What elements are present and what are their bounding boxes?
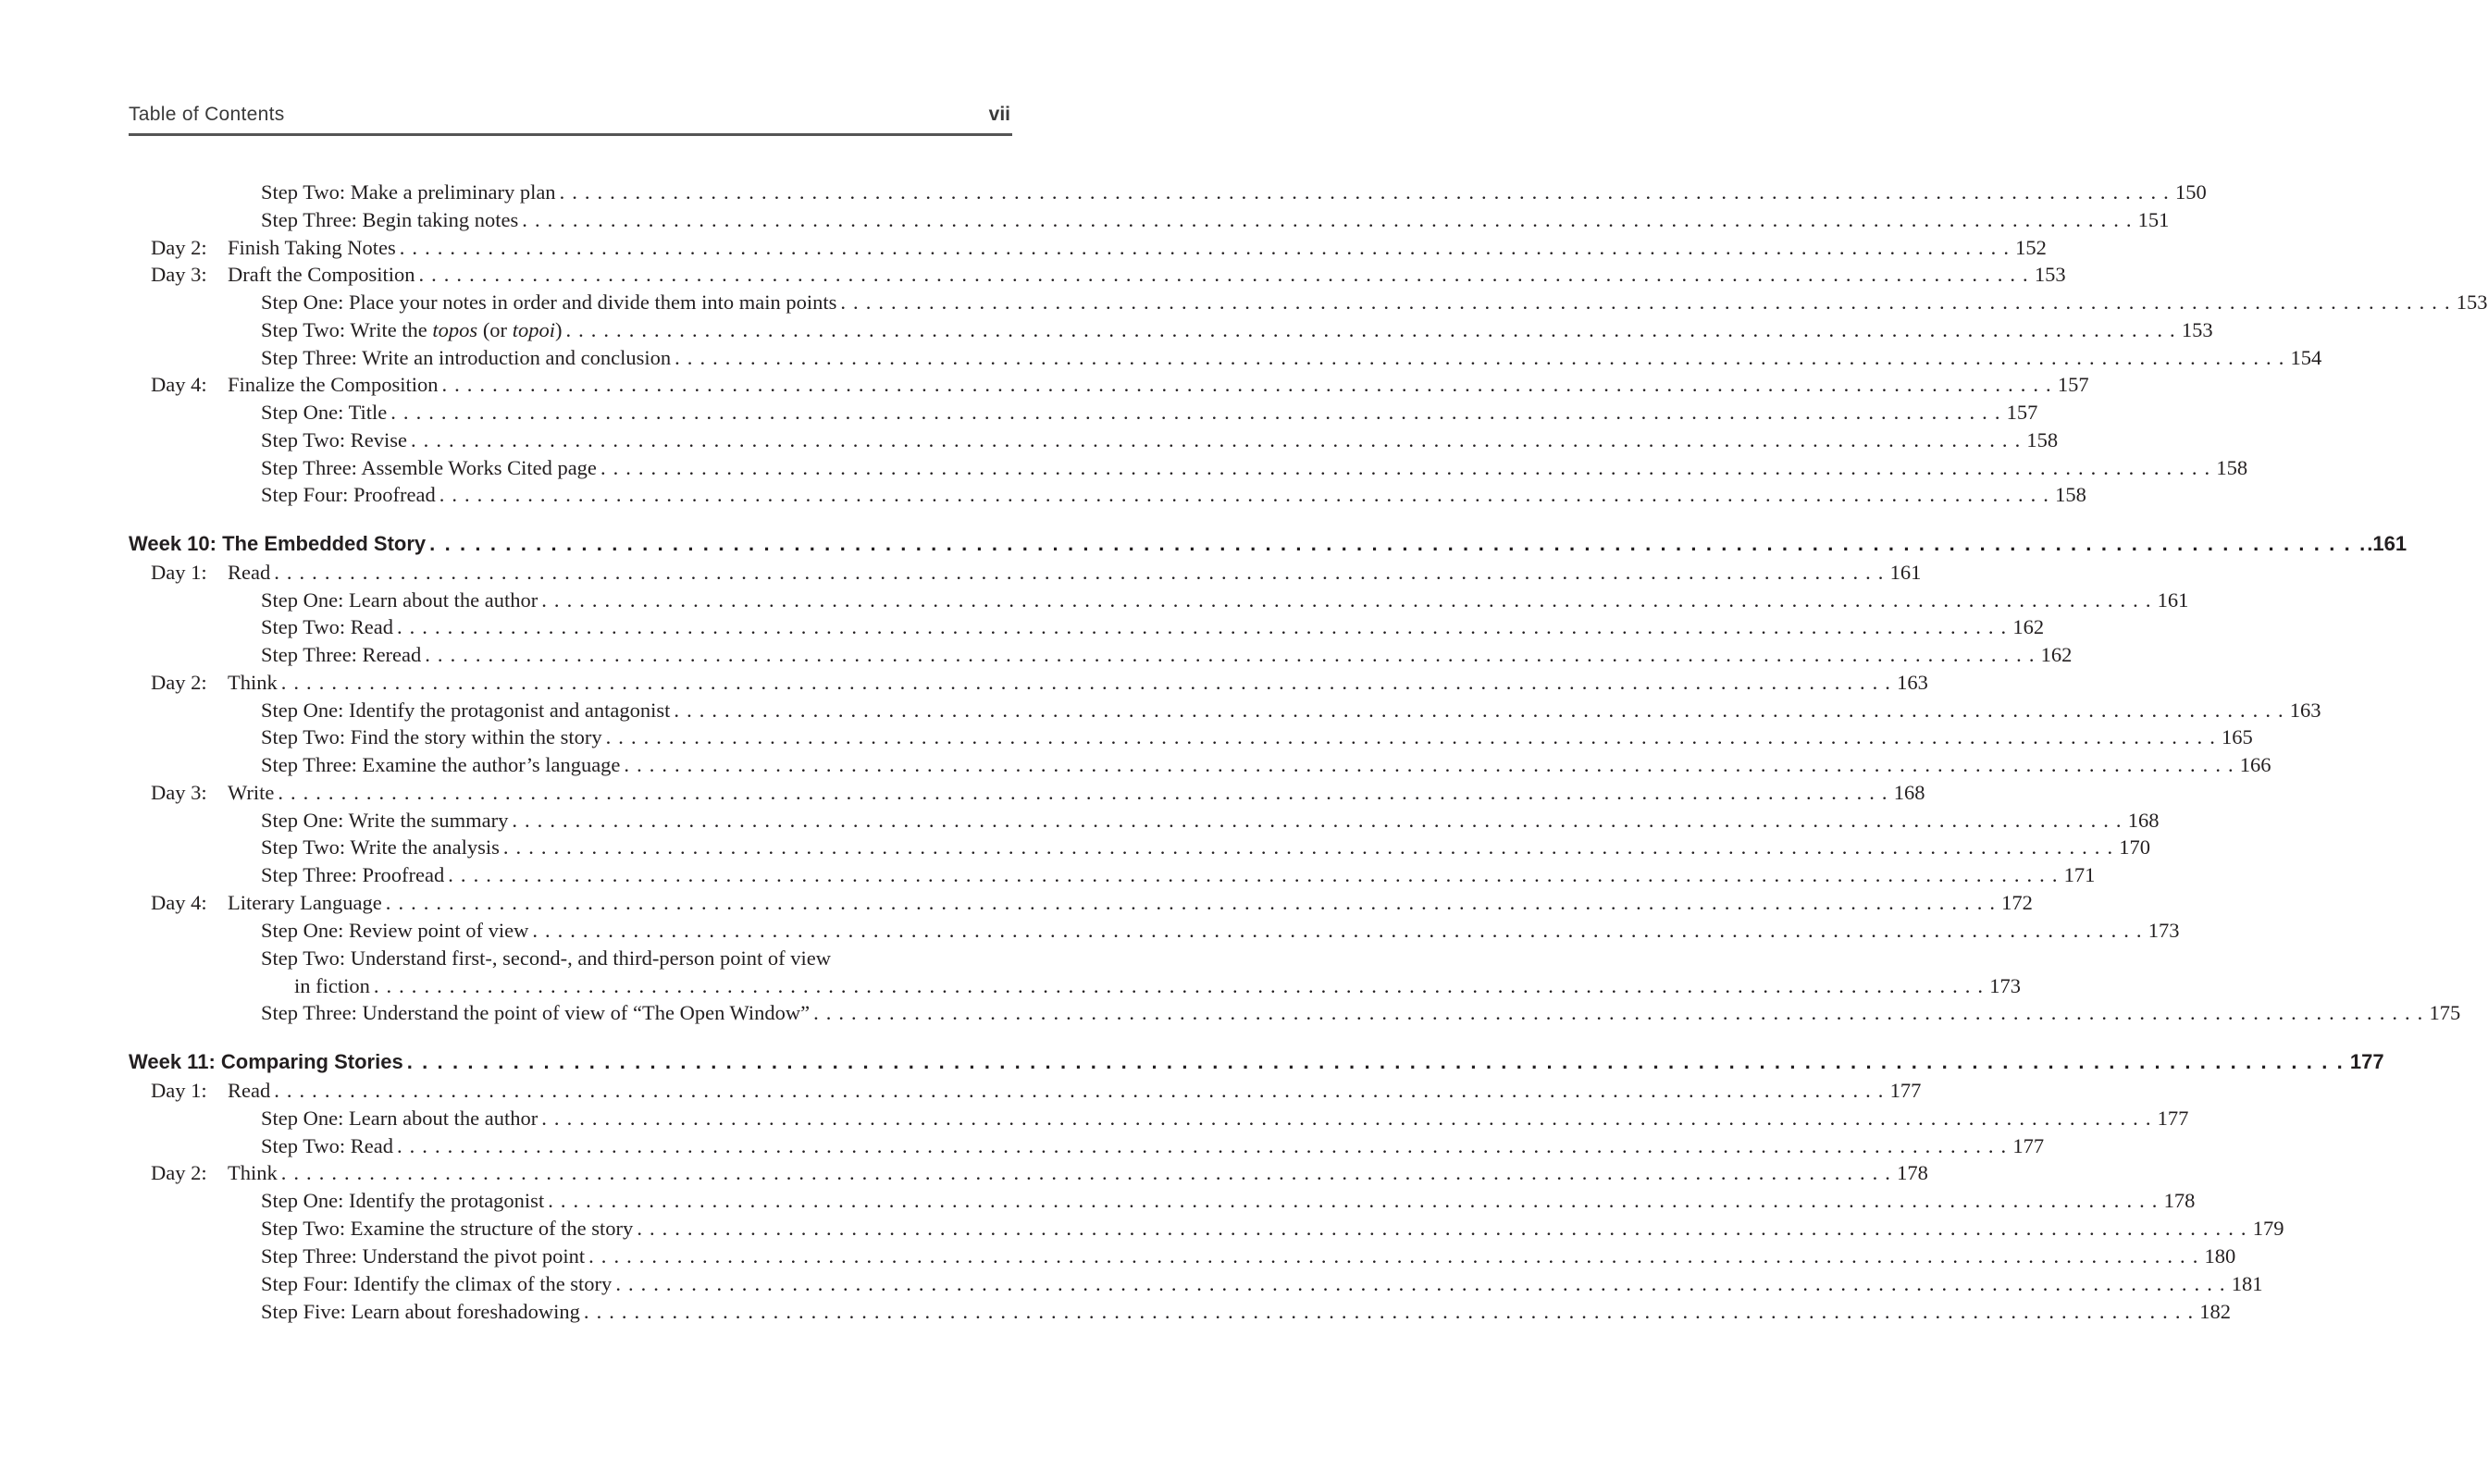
- toc-entry-page: 177: [2012, 1134, 2045, 1157]
- toc-entry-page: 158: [2026, 428, 2059, 451]
- toc-entry-page: 161: [1889, 561, 1922, 584]
- toc-entry-day[interactable]: [129, 234, 2047, 262]
- toc-entry-text: Step Three: Understand the pivot point: [261, 1244, 586, 1268]
- toc-entry-text: Literary Language: [228, 891, 382, 914]
- dot-leader: [281, 669, 1891, 697]
- toc-entry-page: 171: [2063, 863, 2096, 886]
- toc-entry[interactable]: [129, 1298, 2232, 1326]
- dot-leader: [503, 834, 2113, 861]
- toc-entry[interactable]: [129, 454, 2248, 482]
- dot-leader: [588, 1243, 2198, 1270]
- topos-italic: topos: [432, 318, 478, 341]
- toc-entry-text: Think: [228, 671, 278, 694]
- toc-day-label: Day 2:: [151, 236, 207, 259]
- toc-entry-text: Step One: Review point of view: [261, 919, 529, 942]
- dot-leader: [407, 1048, 2345, 1076]
- toc-entry[interactable]: [129, 641, 2073, 669]
- toc-entry[interactable]: [129, 344, 2322, 372]
- dot-leader: [532, 917, 2142, 945]
- dot-leader: [637, 1215, 2247, 1243]
- toc-entry[interactable]: [129, 834, 2151, 861]
- toc-entry-page: 170: [2119, 835, 2151, 859]
- toc-entry-page: 173: [1989, 974, 2021, 997]
- toc-entry-text: Step Three: Reread: [261, 643, 422, 666]
- toc-entry-text: Step Three: Begin taking notes: [261, 208, 519, 231]
- toc-entry[interactable]: [129, 861, 2096, 889]
- toc-entry[interactable]: [129, 1243, 2236, 1270]
- toc-entry-day[interactable]: [129, 779, 1925, 807]
- toc-week-heading[interactable]: [129, 530, 2408, 558]
- toc-day-label: Day 2:: [151, 1161, 207, 1184]
- running-header-title: Table of Contents: [129, 104, 285, 125]
- toc-entry-text: Step Five: Learn about foreshadowing: [261, 1300, 580, 1323]
- dot-leader: [274, 1077, 1884, 1105]
- toc-entry-page: 182: [2199, 1300, 2232, 1323]
- toc-entry-page: 157: [2006, 401, 2038, 424]
- toc-entry-text: Step One: Identify the protagonist: [261, 1189, 545, 1212]
- toc-entry-text: Finalize the Composition: [228, 373, 439, 396]
- toc-day-label: Day 1:: [151, 1079, 207, 1102]
- dot-leader: [448, 861, 2058, 889]
- toc-entry-page: 175: [2429, 1001, 2461, 1024]
- dot-leader: [397, 1132, 2007, 1160]
- toc-entry[interactable]: [129, 613, 2045, 641]
- toc-week-title: Week 10: The Embedded Story: [129, 532, 427, 555]
- dot-leader: [400, 234, 2010, 262]
- toc-entry-page: 157: [2057, 373, 2089, 396]
- toc-entry[interactable]: [129, 206, 2170, 234]
- toc-entry-page: 162: [2040, 643, 2073, 666]
- dot-leader: [411, 427, 2021, 454]
- toc-entry[interactable]: [129, 1105, 2189, 1132]
- toc-entry-page: 166: [2239, 753, 2271, 776]
- dot-leader: [274, 559, 1884, 587]
- toc-entry-text: Step One: Title: [261, 401, 388, 424]
- toc-entry-text: Step Two: Write the topos (or topoi): [261, 318, 563, 341]
- toc-entry-text: Step Four: Identify the climax of the story: [261, 1272, 613, 1295]
- toc-entry-text: Step Two: Read: [261, 1134, 393, 1157]
- toc-week-title: Week 11: Comparing Stories: [129, 1050, 403, 1073]
- toc-entry[interactable]: [129, 399, 2038, 427]
- toc-entry-text: Step Two: Read: [261, 615, 393, 638]
- dot-leader: [624, 751, 2234, 779]
- page-header: [129, 102, 1012, 136]
- toc-entry-text: Finish Taking Notes: [228, 236, 396, 259]
- toc-entry[interactable]: [129, 917, 2180, 945]
- dot-leader: [541, 1105, 2151, 1132]
- dot-leader: [390, 399, 2000, 427]
- toc-entry[interactable]: [129, 1270, 2263, 1298]
- toc-entry-page: 177: [2349, 1050, 2384, 1073]
- toc-entry-day[interactable]: [129, 1077, 1922, 1105]
- toc-entry-page: 180: [2204, 1244, 2236, 1268]
- toc-entry[interactable]: [129, 316, 2213, 344]
- toc-entry-day[interactable]: [129, 669, 1928, 697]
- toc-entry-page: 158: [2055, 483, 2086, 506]
- dot-leader: [418, 261, 2028, 289]
- dot-leader: [674, 697, 2284, 724]
- toc-entry[interactable]: [129, 481, 2086, 509]
- toc-entry-page: 178: [1897, 1161, 1928, 1184]
- toc-entry-text: in fiction: [294, 974, 370, 997]
- dot-leader: [541, 587, 2151, 614]
- dot-leader: [548, 1187, 2158, 1215]
- dot-leader: [281, 1159, 1891, 1187]
- toc-entry-page: 161: [2157, 588, 2189, 612]
- toc-entry[interactable]: [129, 179, 2207, 206]
- toc-entry[interactable]: [129, 1187, 2196, 1215]
- toc-entry[interactable]: [129, 697, 2321, 724]
- toc-entry-day[interactable]: [129, 1159, 1928, 1187]
- toc-entry-page: 168: [2127, 809, 2160, 832]
- toc-entry-page: 165: [2222, 725, 2253, 748]
- toc-entry-page: 158: [2216, 456, 2248, 479]
- toc-entry[interactable]: [129, 289, 2488, 316]
- dot-leader: [600, 454, 2210, 482]
- toc-entry-page: 177: [1889, 1079, 1922, 1102]
- dot-leader: [615, 1270, 2225, 1298]
- toc-entry-page: 152: [2015, 236, 2047, 259]
- toc-day-label: Day 1:: [151, 561, 207, 584]
- dot-leader: [429, 530, 2367, 558]
- dot-leader: [397, 613, 2007, 641]
- toc-entry-text: Step Three: Understand the point of view of “The Open Window”: [261, 1001, 811, 1024]
- toc-entry-text: Draft the Composition: [228, 263, 415, 286]
- toc-entry-text: Write: [228, 781, 275, 804]
- toc-entry-text: Step Two: Revise: [261, 428, 408, 451]
- toc-week-heading[interactable]: [129, 1048, 2384, 1076]
- toc-entry-page: 178: [2163, 1189, 2196, 1212]
- toc-entry-page: .161: [2367, 532, 2408, 555]
- dot-leader: [439, 481, 2049, 509]
- toc-entry-page: 162: [2012, 615, 2045, 638]
- dot-leader: [512, 807, 2122, 835]
- toc-entry-text: Step Three: Proofread: [261, 863, 445, 886]
- toc-entry-text: Step One: Identify the protagonist and antagonist: [261, 699, 671, 722]
- toc-entry-text: Step One: Write the summary: [261, 809, 509, 832]
- toc-entry-day[interactable]: [129, 889, 2033, 917]
- toc-entry-day[interactable]: [129, 261, 2066, 289]
- dot-leader: [522, 206, 2132, 234]
- dot-leader: [278, 779, 1888, 807]
- toc-entry-text: Step One: Learn about the author: [261, 1107, 538, 1130]
- toc-entry[interactable]: [129, 587, 2189, 614]
- toc-entry-text: Step One: Learn about the author: [261, 588, 538, 612]
- toc-entry-page: 154: [2290, 346, 2322, 369]
- toc-entry-continuation[interactable]: [129, 972, 2021, 1000]
- toc-entry-text: Read: [228, 1079, 271, 1102]
- dot-leader: [606, 723, 2216, 751]
- toc-entry-page: 172: [2001, 891, 2033, 914]
- toc-entry-page: 150: [2174, 180, 2207, 204]
- toc-day-label: Day 3:: [151, 263, 207, 286]
- toc-entry-page: 177: [2157, 1107, 2189, 1130]
- toc-entry[interactable]: [129, 807, 2160, 835]
- dot-leader: [675, 344, 2284, 372]
- toc-entry-text: Think: [228, 1161, 278, 1184]
- toc-entry-text: Step Two: Make a preliminary plan: [261, 180, 556, 204]
- toc-entry-page: 153: [2181, 318, 2213, 341]
- dot-leader: [565, 316, 2175, 344]
- toc-entry-day[interactable]: [129, 371, 2089, 399]
- dot-leader: [560, 179, 2170, 206]
- toc-entry-page: 173: [2148, 919, 2180, 942]
- toc-day-label: Day 2:: [151, 671, 207, 694]
- running-header-page-number: vii: [988, 104, 1010, 125]
- dot-leader: [840, 289, 2450, 316]
- toc-entry-text: Step One: Place your notes in order and divide them into main points: [261, 291, 837, 314]
- toc-entry-text: Step Two: Understand first-, second-, and third-person point of view: [261, 946, 832, 970]
- toc-day-label: Day 3:: [151, 781, 207, 804]
- toc-entry[interactable]: [129, 1132, 2045, 1160]
- toc-entry-text: Step Three: Examine the author’s language: [261, 753, 621, 776]
- toc-entry-page: 151: [2137, 208, 2170, 231]
- toc-entry-text: Step Two: Examine the structure of the story: [261, 1217, 634, 1240]
- toc-entry-day[interactable]: [129, 559, 1922, 587]
- toc-entry-page: 181: [2231, 1272, 2263, 1295]
- toc-entry-page: 179: [2252, 1217, 2284, 1240]
- toc-day-label: Day 4:: [151, 891, 207, 914]
- toc-entry[interactable]: [129, 751, 2271, 779]
- toc-entry-text: Step Three: Write an introduction and conclusion: [261, 346, 672, 369]
- toc-entry-text: Read: [228, 561, 271, 584]
- toc-entry-wrapped-head[interactable]: [129, 945, 1140, 972]
- topoi-italic: topoi: [512, 318, 555, 341]
- dot-leader: [425, 641, 2035, 669]
- toc-entry-page: 163: [2289, 699, 2321, 722]
- toc-entry[interactable]: [129, 1215, 2284, 1243]
- dot-leader: [386, 889, 1996, 917]
- toc-entry-text: Step Four: Proofread: [261, 483, 436, 506]
- toc-entry[interactable]: [129, 999, 2461, 1027]
- toc-entry[interactable]: [129, 427, 2059, 454]
- dot-leader: [813, 999, 2423, 1027]
- toc-entry-page: 163: [1897, 671, 1928, 694]
- toc-entry-text: Step Two: Write the analysis: [261, 835, 500, 859]
- toc-entry-text: Step Three: Assemble Works Cited page: [261, 456, 597, 479]
- dot-leader: [584, 1298, 2194, 1326]
- dot-leader: [441, 371, 2051, 399]
- toc-entry-page: 153: [2034, 263, 2066, 286]
- toc-day-label: Day 4:: [151, 373, 207, 396]
- toc-entry[interactable]: [129, 723, 2253, 751]
- toc-entry-page: 153: [2456, 291, 2488, 314]
- toc-entry-text: Step Two: Find the story within the story: [261, 725, 602, 748]
- dot-leader: [374, 972, 1984, 1000]
- toc-entry-page: 168: [1893, 781, 1925, 804]
